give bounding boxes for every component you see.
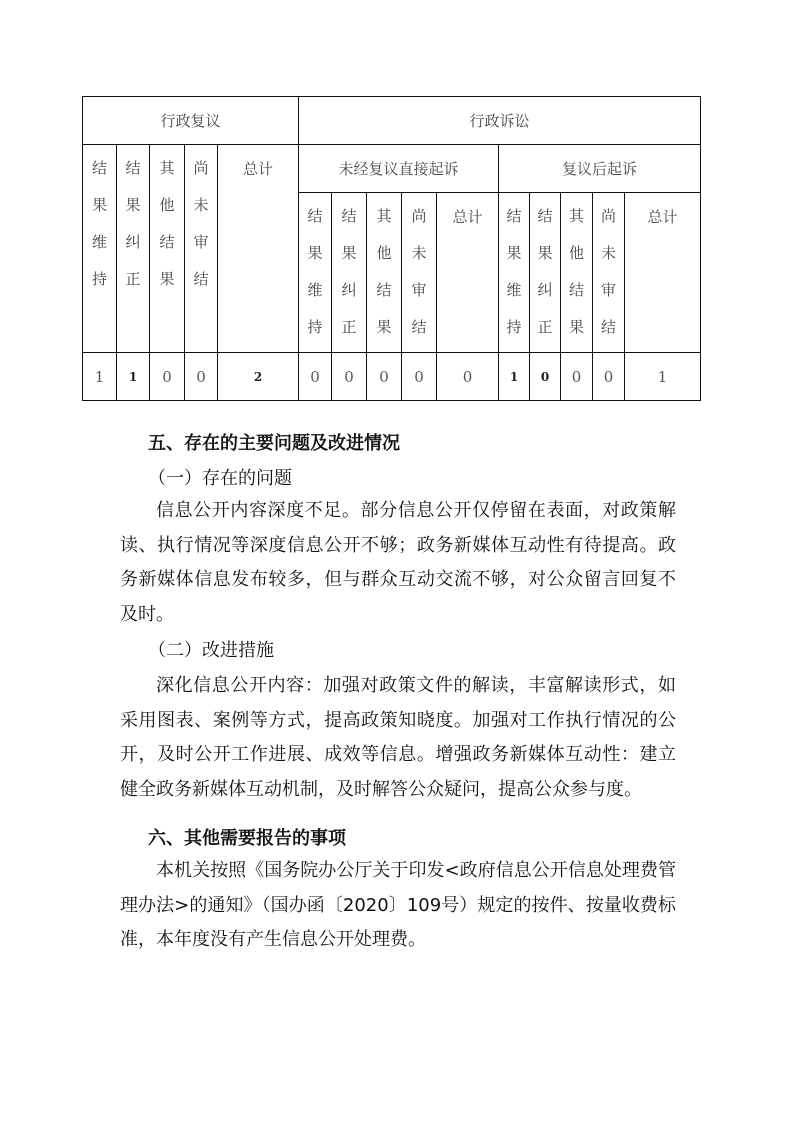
- header-after-review: 复议后起诉: [499, 145, 701, 193]
- value-cell: 0: [561, 353, 593, 401]
- col-correct: 结 果 纠 正: [332, 193, 367, 353]
- value-cell: 0: [150, 353, 185, 401]
- section5-para2: 深化信息公开内容：加强对政策文件的解读，丰富解读形式，如采用图表、案例等方式，提高政策知晓度。加强对工作执行情况的公开，及时公开工作进展、成效等信息。增强政务新媒体互动性：建立健全政务新媒体互动机制，及时解答公众疑问，提高公众参与度。: [120, 675, 676, 800]
- section6-para: 本机关按照《国务院办公厅关于印发<政府信息公开信息处理费管理办法>的通知》（国办函〔2020〕109号）规定的按件、按量收费标准，本年度没有产生信息公开处理费。: [120, 860, 676, 950]
- header-admin-review: 行政复议: [83, 97, 299, 145]
- col-maintain: 结 果 维 持: [299, 193, 332, 353]
- value-cell: 1: [117, 353, 150, 401]
- col-maintain: 结 果 维 持: [83, 145, 117, 353]
- value-cell: 0: [402, 353, 437, 401]
- col-total: 总计: [218, 145, 299, 353]
- header-litigation: 行政诉讼: [299, 97, 701, 145]
- value-cell: 0: [332, 353, 367, 401]
- value-cell: 0: [367, 353, 402, 401]
- col-pending: 尚 未 审 结: [593, 193, 625, 353]
- col-total: 总计: [625, 193, 701, 353]
- value-cell: 0: [299, 353, 332, 401]
- statistics-table: [82, 96, 701, 401]
- value-cell: 0: [185, 353, 218, 401]
- col-total: 总计: [437, 193, 499, 353]
- value-cell: 1: [499, 353, 530, 401]
- col-other: 其 他 结 果: [150, 145, 185, 353]
- section6-heading: 六、其他需要报告的事项: [148, 828, 346, 849]
- value-cell: 0: [437, 353, 499, 401]
- col-pending: 尚 未 审 结: [185, 145, 218, 353]
- section5-para1: 信息公开内容深度不足。部分信息公开仅停留在表面，对政策解读、执行情况等深度信息公开不够；政务新媒体互动性有待提高。政务新媒体信息发布较多，但与群众互动交流不够，对公众留言回复不及时。: [120, 500, 676, 625]
- col-other: 其 他 结 果: [561, 193, 593, 353]
- section5-sub1: （一）存在的问题: [148, 468, 292, 489]
- col-maintain: 结 果 维 持: [499, 193, 530, 353]
- col-correct: 结 果 纠 正: [530, 193, 561, 353]
- value-cell: 0: [593, 353, 625, 401]
- col-other: 其 他 结 果: [367, 193, 402, 353]
- value-cell: 1: [625, 353, 701, 401]
- col-pending: 尚 未 审 结: [402, 193, 437, 353]
- section5-sub2: （二）改进措施: [148, 640, 274, 661]
- value-cell: 0: [530, 353, 561, 401]
- value-cell: 1: [83, 353, 117, 401]
- section5-heading: 五、存在的主要问题及改进情况: [148, 433, 400, 454]
- header-no-review: 未经复议直接起诉: [299, 145, 499, 193]
- col-correct: 结 果 纠 正: [117, 145, 150, 353]
- value-cell: 2: [218, 353, 299, 401]
